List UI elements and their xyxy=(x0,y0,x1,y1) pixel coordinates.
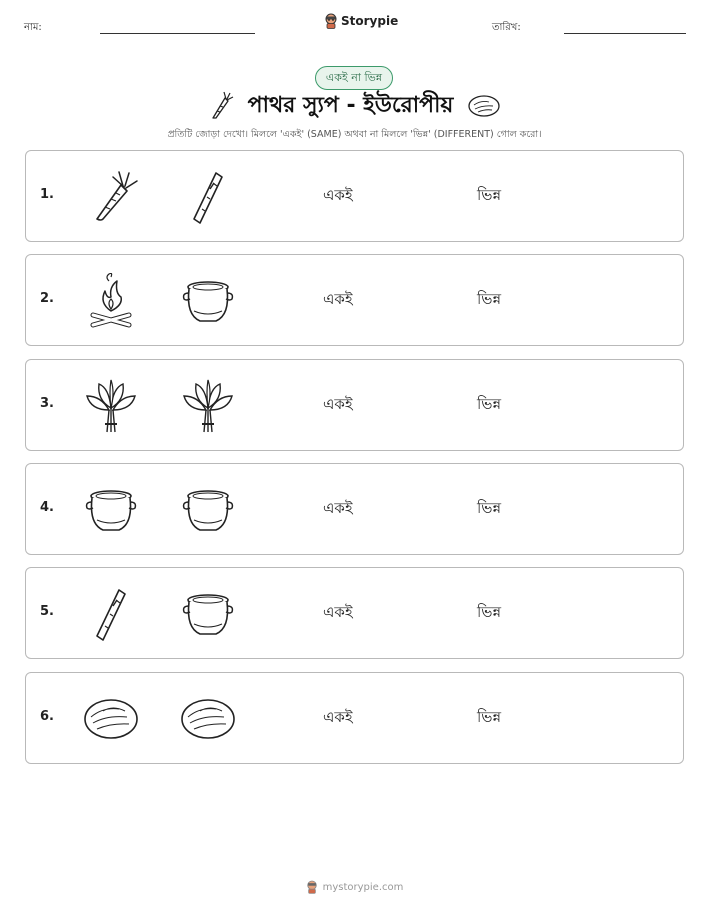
stone-icon xyxy=(83,691,139,747)
pot-icon xyxy=(83,482,139,538)
pot-icon xyxy=(180,482,236,538)
carrot-icon xyxy=(208,91,234,121)
exercise-row xyxy=(25,463,684,555)
date-field[interactable] xyxy=(564,33,686,34)
instructions: প্রতিটি জোড়া দেখো। মিললে 'একই' (SAME) অথবা না মিললে 'ভিন্ন' (DIFFERENT) গোল করো। xyxy=(167,129,542,140)
campfire-icon xyxy=(83,273,139,329)
name-label: নাম: xyxy=(24,22,42,33)
pot-icon xyxy=(180,586,236,642)
name-field[interactable] xyxy=(100,33,255,34)
same-option[interactable]: একই xyxy=(323,290,353,309)
footer xyxy=(0,880,709,894)
different-option[interactable]: ভিন্ন xyxy=(477,186,502,204)
date-label: তারিখ: xyxy=(492,22,521,33)
row-number: 6. xyxy=(40,708,54,724)
different-option[interactable]: ভিন্ন xyxy=(477,498,502,517)
pot-icon xyxy=(180,273,236,329)
row-number: 1. xyxy=(40,187,54,202)
different-option[interactable]: ভিন্ন xyxy=(477,603,502,622)
exercise-row xyxy=(25,254,684,346)
row-number: 5. xyxy=(40,604,54,620)
row-number: 3. xyxy=(40,395,54,411)
row-number: 4. xyxy=(40,499,54,515)
stick-icon xyxy=(180,169,236,225)
stone-icon xyxy=(180,691,236,747)
same-option[interactable]: একই xyxy=(323,603,353,622)
footer-url: mystorypie.com xyxy=(322,881,404,893)
greens-icon xyxy=(83,378,139,434)
same-option[interactable]: একই xyxy=(323,394,353,413)
stick-icon xyxy=(83,586,139,642)
stone-icon xyxy=(467,94,501,118)
brand-logo xyxy=(324,13,398,29)
title-row xyxy=(0,88,709,124)
exercise-row xyxy=(25,359,684,451)
carrot-icon xyxy=(83,169,139,225)
exercise-row xyxy=(25,150,684,242)
same-option[interactable]: একই xyxy=(323,498,353,517)
exercise-row xyxy=(25,672,684,764)
same-option[interactable]: একই xyxy=(323,186,353,204)
different-option[interactable]: ভিন্ন xyxy=(477,707,502,726)
different-option[interactable]: ভিন্ন xyxy=(477,394,502,413)
brand-name: Storypie xyxy=(341,14,399,28)
same-option[interactable]: একই xyxy=(323,707,353,726)
storypie-mascot-icon xyxy=(306,880,318,894)
worksheet-type-badge: একই না ভিন্ন xyxy=(315,66,393,90)
exercise-row xyxy=(25,567,684,659)
row-number: 2. xyxy=(40,291,54,307)
different-option[interactable]: ভিন্ন xyxy=(477,290,502,309)
storypie-mascot-icon xyxy=(324,13,338,29)
page-title: পাথর স্যুপ - ইউরোপীয় xyxy=(247,92,454,118)
greens-icon xyxy=(180,378,236,434)
